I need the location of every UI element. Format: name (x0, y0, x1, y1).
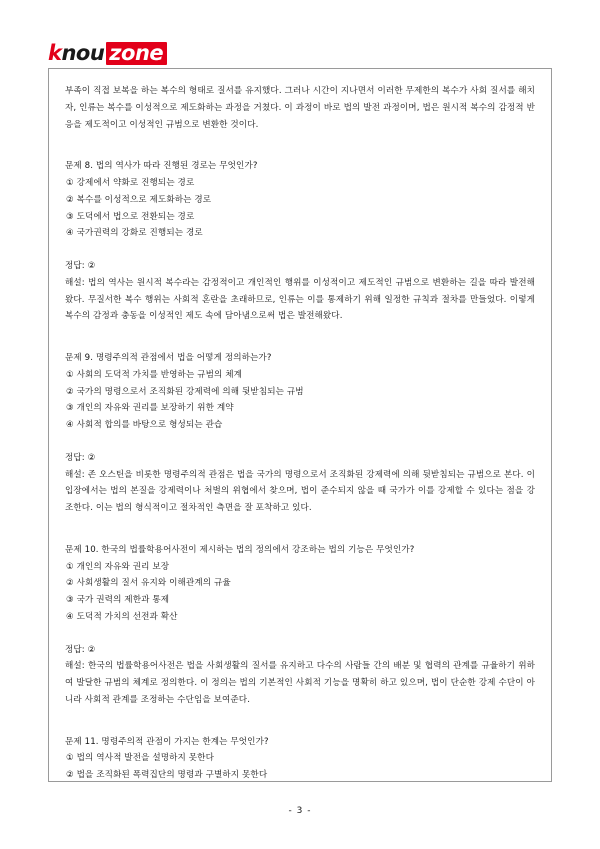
answer-value: ② (87, 644, 96, 655)
answer-label: 정답: (65, 261, 85, 271)
spacer (65, 709, 535, 725)
intro-paragraph: 부족이 직접 보복을 하는 복수의 형태로 질서를 유지했다. 그러나 시간이 지나면서 이러한 무제한의 복수가 사회 질서를 해치자, 인류는 복수를 이성적으로 제도화하는 과정을 거쳤다. 이 과정이 바로 법의 발전 과정이며, 법은 원시적 복수의 감정적 반응을 제도적이고 이성적인 규범으로 변환한 것이다. (65, 86, 535, 130)
choice-option: ④ 도덕적 가치의 선전과 확산 (66, 611, 178, 622)
spacer (65, 149, 535, 158)
choice-option: ③ 도덕에서 법으로 전환되는 경로 (66, 211, 195, 222)
qa-block (65, 734, 535, 783)
answer-value: ② (87, 261, 96, 271)
answer-label: 정답: (65, 644, 85, 655)
spacer (65, 626, 535, 642)
answer-line (65, 450, 535, 467)
choice-option: ② 국가의 명령으로서 조직화된 강제력에 의해 뒷받침되는 규범 (66, 386, 304, 397)
spacer (65, 325, 535, 341)
spacer (65, 242, 535, 258)
question-text: 문제 9. 명령주의적 관점에서 법을 어떻게 정의하는가? (65, 353, 272, 363)
explanation-label: 해설: (65, 277, 85, 288)
page-number: - 3 - (288, 806, 312, 816)
choice-option: ② 복수를 이성적으로 제도화하는 경로 (66, 194, 212, 205)
spacer (65, 533, 535, 542)
question-text: 문제 8. 법의 역사가 따라 진행된 경로는 무엇인가? (65, 161, 258, 172)
spacer (65, 133, 535, 149)
spacer (65, 517, 535, 533)
explanation-line (65, 658, 535, 708)
spacer (65, 434, 535, 450)
page-footer (0, 806, 600, 816)
spacer (65, 725, 535, 734)
content-frame (48, 68, 552, 782)
explanation-text: 법의 역사는 원시적 복수라는 감정적이고 개인적인 행위를 이성적이고 제도적인 규범으로 변환하는 길을 따라 발전해왔다. 무질서한 복수 행위는 사회적 혼란을 초래하므로, 인류는 이를 통제하기 위해 일정한 규칙과 절차를 만들었다. 이렇게 복수의 감정과 충동을 이성적인 제도 속에 담아냄으로써 법은 발전해왔다. (65, 277, 535, 322)
choice-option: ① 법의 역사적 발전을 설명하지 못한다 (66, 753, 214, 764)
explanation-text: 존 오스틴을 비롯한 명령주의적 관점은 법을 국가의 명령으로서 조직화된 강제력에 의해 뒷받침되는 규범으로 본다. 이 입장에서는 법의 본질을 강제력이나 처벌의 위협에서 찾으며, 법이 준수되지 않을 때 국가가 이를 강제할 수 있다는 점을 강조한다. 이는 법의 형식적이고 절차적인 측면을 잘 포착하고 있다. (65, 469, 535, 513)
knouzone-logo (48, 40, 167, 66)
choice-option: ③ 국가 권력의 제한과 통제 (66, 595, 170, 605)
question-text: 문제 11. 명령주의적 관점이 가지는 한계는 무엇인가? (65, 736, 269, 747)
explanation-label: 해설: (65, 469, 85, 480)
answer-line (65, 642, 535, 659)
explanation-label: 해설: (65, 661, 85, 672)
choice-option: ① 개인의 자유와 권리 보장 (66, 561, 170, 572)
choice-option: ④ 국가권력의 강화로 진행되는 경로 (66, 228, 203, 239)
logo-k-part: k (48, 40, 62, 65)
answer-line (65, 258, 535, 275)
logo-zone-part: zone (106, 42, 167, 65)
answer-value: ② (87, 452, 96, 463)
explanation-line (65, 467, 535, 517)
answer-label: 정답: (65, 452, 85, 463)
explanation-line (65, 275, 535, 325)
choice-option: ③ 개인의 자유와 권리를 보장하기 위한 계약 (66, 403, 234, 414)
choice-option: ② 법을 조직화된 폭력집단의 명령과 구별하지 못한다 (66, 770, 268, 780)
choice-option: ① 강제에서 약화로 진행되는 경로 (66, 178, 195, 188)
qa-block (65, 542, 535, 709)
explanation-text: 한국의 법률학용어사전은 법을 사회생활의 질서를 유지하고 다수의 사람들 간의 배분 및 협력의 관계를 규율하기 위하여 발달한 규범의 체계로 정의한다. 이 정의는 법의 기본적인 사회적 기능을 명확히 하고 있으며, 법이 단순한 강제 수단이 아니라 사회적 관계를 조정하는 수단임을 보여준다. (65, 661, 536, 705)
logo-nou-part: nou (61, 40, 105, 65)
choice-option: ① 사회의 도덕적 가치를 반영하는 규범의 체계 (66, 369, 243, 380)
question-text: 문제 10. 한국의 법률학용어사전이 제시하는 법의 정의에서 강조하는 법의 기능은 무엇인가? (65, 544, 415, 555)
choice-option: ② 사회생활의 질서 유지와 이해관계의 규율 (66, 578, 231, 589)
choice-option: ④ 사회적 합의를 바탕으로 형성되는 관습 (66, 420, 223, 430)
qa-block (65, 158, 535, 325)
qa-block (65, 350, 535, 517)
logo-text (48, 42, 167, 65)
spacer (65, 341, 535, 350)
